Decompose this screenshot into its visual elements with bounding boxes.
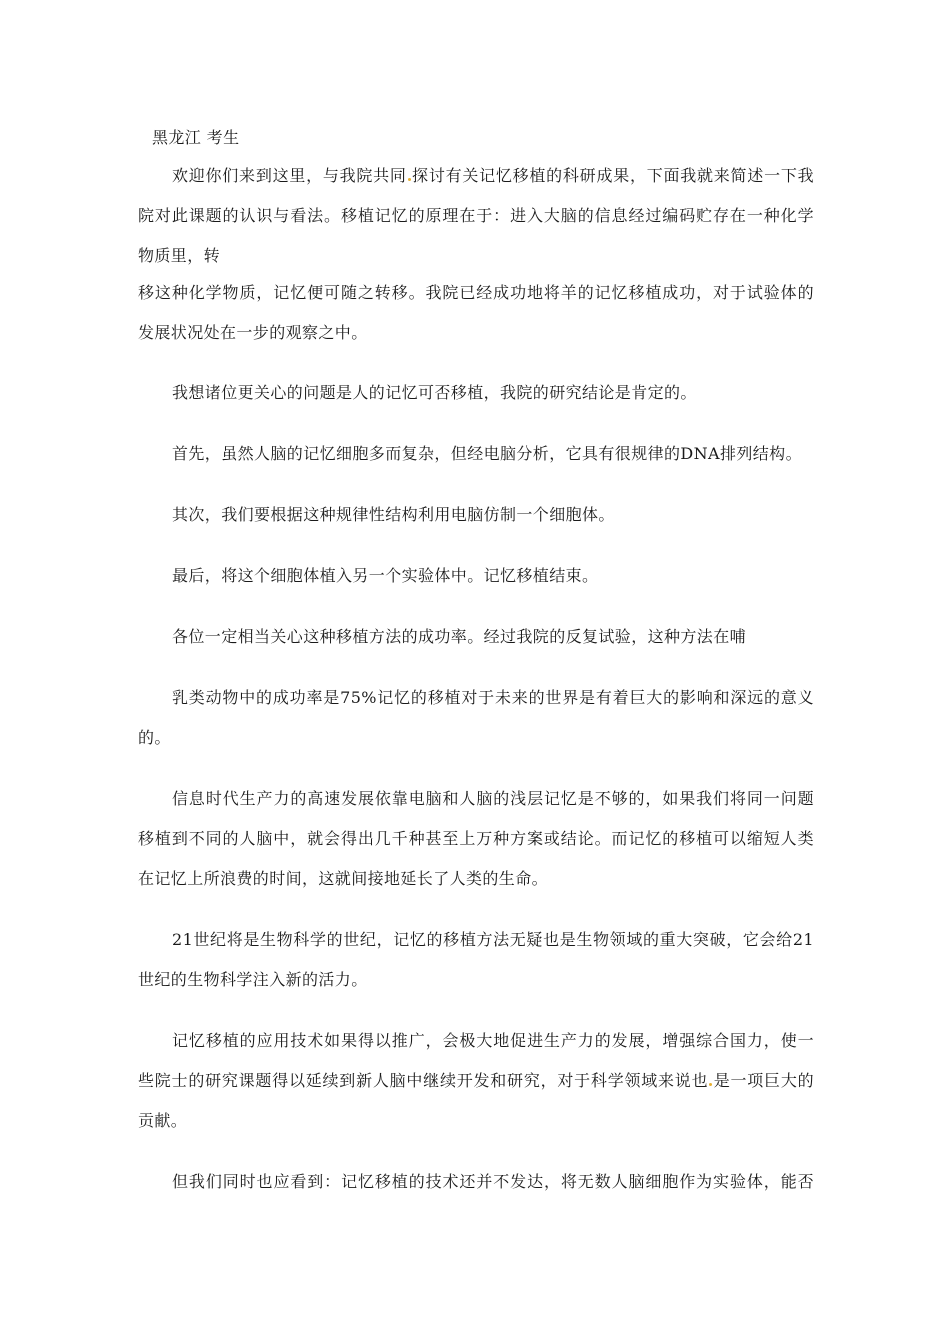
paragraph-11-line-1: 但我们同时也应看到：记忆移植的技术还并不发达，将无数人脑细胞作为实验体，能否 bbox=[172, 1172, 814, 1191]
paragraph-10-line-3: 贡献。 bbox=[138, 1111, 188, 1130]
paragraph-1-line-2: 院对此课题的认识与看法。移植记忆的原理在于：进入大脑的信息经过编码贮存在一种化学 bbox=[138, 206, 814, 225]
text-segment: 是一项巨大的 bbox=[713, 1071, 814, 1090]
author-line: 黑龙江 考生 bbox=[152, 128, 240, 147]
paragraph-8-line-3: 在记忆上所浪费的时间，这就间接地延长了人类的生命。 bbox=[138, 869, 549, 888]
paragraph-1-line-3: 物质里，转 bbox=[138, 246, 221, 265]
paragraph-10-line-1: 记忆移植的应用技术如果得以推广，会极大地促进生产力的发展，增强综合国力，使一 bbox=[172, 1031, 814, 1050]
paragraph-1-line-1 bbox=[172, 166, 814, 186]
paragraph-9-line-1: 21世纪将是生物科学的世纪，记忆的移植方法无疑也是生物领域的重大突破，它会给21 bbox=[172, 930, 814, 949]
dot-mark bbox=[709, 1083, 712, 1086]
paragraph-4: 其次，我们要根据这种规律性结构利用电脑仿制一个细胞体。 bbox=[172, 505, 615, 524]
text-segment: 欢迎你们来到这里，与我院共同 bbox=[172, 166, 407, 185]
text-segment: 些院士的研究课题得以延续到新人脑中继续开发和研究，对于科学领域来说也 bbox=[138, 1071, 709, 1090]
paragraph-3: 首先，虽然人脑的记忆细胞多而复杂，但经电脑分析，它具有很规律的DNA排列结构。 bbox=[172, 444, 802, 463]
paragraph-1-line-4: 移这种化学物质，记忆便可随之转移。我院已经成功地将羊的记忆移植成功，对于试验体的 bbox=[138, 283, 814, 302]
paragraph-2: 我想诸位更关心的问题是人的记忆可否移植，我院的研究结论是肯定的。 bbox=[172, 383, 697, 402]
paragraph-5: 最后，将这个细胞体植入另一个实验体中。记忆移植结束。 bbox=[172, 566, 599, 585]
paragraph-7-line-2: 的。 bbox=[138, 728, 171, 747]
paragraph-10-line-2 bbox=[138, 1071, 814, 1091]
paragraph-1-line-5: 发展状况处在一步的观察之中。 bbox=[138, 323, 368, 342]
paragraph-8-line-2: 移植到不同的人脑中，就会得出几千种甚至上万种方案或结论。而记忆的移植可以缩短人类 bbox=[138, 829, 814, 848]
text-segment: 探讨有关记忆移植的科研成果，下面我就来简述一下我 bbox=[411, 166, 814, 185]
paragraph-8-line-1: 信息时代生产力的高速发展依靠电脑和人脑的浅层记忆是不够的，如果我们将同一问题 bbox=[172, 789, 814, 808]
dot-mark bbox=[408, 178, 411, 181]
paragraph-6: 各位一定相当关心这种移植方法的成功率。经过我院的反复试验，这种方法在哺 bbox=[172, 627, 747, 646]
paragraph-9-line-2: 世纪的生物科学注入新的活力。 bbox=[138, 970, 368, 989]
paragraph-7-line-1: 乳类动物中的成功率是75%记忆的移植对于未来的世界是有着巨大的影响和深远的意义 bbox=[172, 688, 814, 707]
